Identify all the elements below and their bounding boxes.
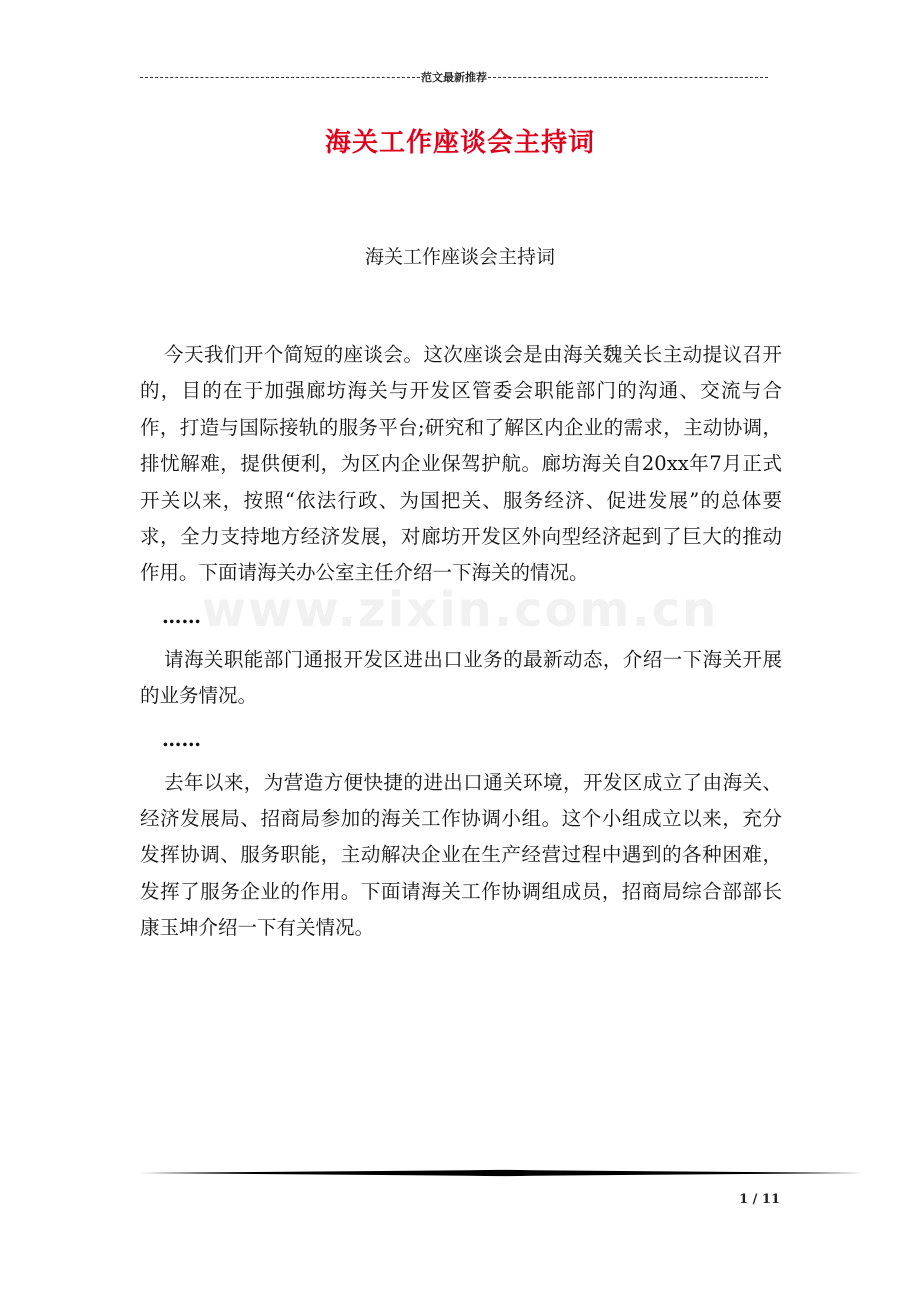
paragraph-intro: 今天我们开个简短的座谈会。这次座谈会是由海关魏关长主动提议召开的，目的在于加强廊坊海关与开发区管委会职能部门的沟通、交流与合作，打造与国际接轨的服务平台;研究和了解区内企业的需求，主动协调，排忧解难，提供便利，为区内企业保驾护航。廊坊海关自20xx年7月正式开关以来，按照“依法行政、为国把关、服务经济、促进发展”的总体要求，全力支持地方经济发展，对廊坊开发区外向型经济起到了巨大的推动作用。下面请海关办公室主任介绍一下海关的情况。 — [140, 343, 782, 585]
header-dash-right — [488, 77, 768, 78]
header-dash-left — [140, 77, 420, 78]
page-header — [140, 68, 768, 86]
paragraph-coordination: 去年以来，为营造方便快捷的进出口通关环境，开发区成立了由海关、经济发展局、招商局参加的海关工作协调小组。这个小组成立以来，充分发挥协调、服务职能，主动解决企业在生产经营过程中遇到的各种困难，发挥了服务企业的作用。下面请海关工作协调组成员，招商局综合部部长康玉坤介绍一下有关情况。 — [140, 770, 782, 940]
header-label: 范文最新推荐 — [421, 71, 487, 84]
document-body — [140, 337, 782, 957]
paragraph-ellipsis: …… — [162, 727, 201, 751]
document-subtitle: 海关工作座谈会主持词 — [364, 246, 555, 268]
page-number: 1 / 11 — [739, 1192, 780, 1207]
footer-rule — [140, 1166, 863, 1180]
document-title: 海关工作座谈会主持词 — [324, 128, 595, 158]
watermark: www.zixin.com.cn — [201, 582, 719, 638]
paragraph-ellipsis: …… — [162, 604, 201, 628]
paragraph-business: 请海关职能部门通报开发区进出口业务的最新动态，介绍一下海关开展的业务情况。 — [140, 647, 782, 708]
